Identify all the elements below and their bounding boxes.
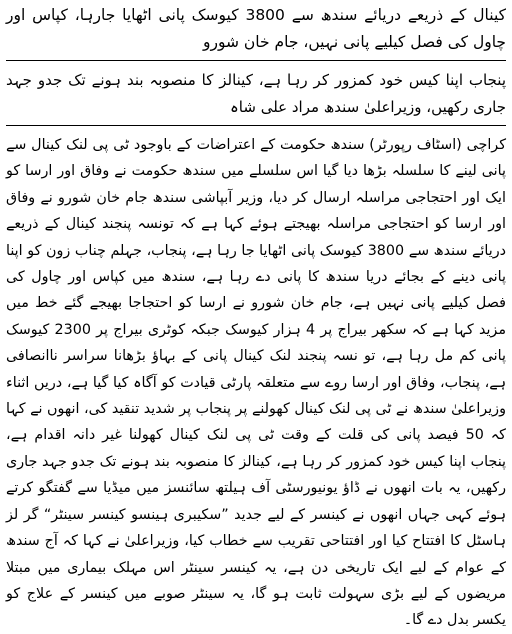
article-headline: کینال کے ذریعے دریائے سندھ سے 3800 کیوسک پانی اٹھایا جارہا، کپاس اور چاول کی فصل کیلیے پانی نہیں، جام خان شورو — [6, 6, 507, 51]
article-body: کراچی (اسٹاف رپورٹر) سندھ حکومت کے اعتراضات کے باوجود ٹی پی لنک کینال سے پانی لینے کا سلسلہ بڑھا دیا گیا اس سلسلے میں سندھ حکومت نے وفاق اور ارسا کو ایک اور احتجاجی مراسلہ ارسال کر دیا، وزیر آبپاشی سندھ جام خان شورو نے وفاق اور ارسا کو احتجاجی مراسلہ بھیجتے ہوئے کہا ہے کہ تونسہ پنجند کینال کے ذریعے دریائے سندھ سے 3800 کیوسک پانی اٹھایا جا رہا ہے، پنجاب، جہلم چناب زون کو اپنا پانی دینے کے بجائے دریا سندھ کا پانی دے رہا ہے، سندھ میں کپاس اور چاول کی فصل کیلیے پانی نہیں ہے، جام خان شورو نے ارسا کو احتجاجا بھیجے گئے خط میں مزید کہا ہے کہ سکھر بیراج پر 4 ہزار کیوسک جبکہ کوٹری بیراج پر 2300 کیوسک پانی کم مل رہا ہے، تو نسہ پنجند لنک کینال پانی کے بہاؤ بڑھانا سراسر ناانصافی ہے، پنجاب، وفاق اور ارسا روے سے متعلقہ پارٹی قیادت کو آگاہ کیا گیا ہے، دریں اثناء وزیراعلیٰ سندھ نے ٹی پی لنک کینال کھولنے پر پنجاب پر شدید تنقید کی، انھوں نے کہا کہ 50 فیصد پانی کی قلت کے وقت ٹی پی لنک کینال کھولنا غیر دانہ اقدام ہے، پنجاب اپنا کیس خود کمزور کر رہا ہے، کینالز کا منصوبہ بند ہونے تک جدو جہد جاری رکھیں، یہ بات انھوں نے ڈاؤ یونیورسٹی آف ہیلتھ سائنسز میں میڈیا سے گفتگو کرتے ہوئے کہی جہاں انھوں نے کینسر کے لیے جدید ”سکیبری ہینسو کینسر سینٹر“ گر لز ہاسٹل کا افتتاح کیا اور افتتاحی تقریب سے خطاب کیا، وزیراعلیٰ نے کہا کہ آج سندھ کے عوام کے لیے ایک تاریخی دن ہے، یہ کینسر سینٹر اس مہلک بیماری میں مبتلا مریضوں کے لیے بڑی سہولت ثابت ہو گا، یہ سینٹر صوبے میں کینسر کے علاج کو یکسر بدل دے گا۔ — [6, 137, 507, 629]
headline-divider — [6, 60, 506, 61]
article-subheadline: پنجاب اپنا کیس خود کمزور کر رہا ہے، کینالز کا منصوبہ بند ہونے تک جدو جہد جاری رکھیں، وزیراعلیٰ سندھ مراد علی شاہ — [6, 71, 506, 116]
subheadline-divider — [6, 125, 506, 126]
